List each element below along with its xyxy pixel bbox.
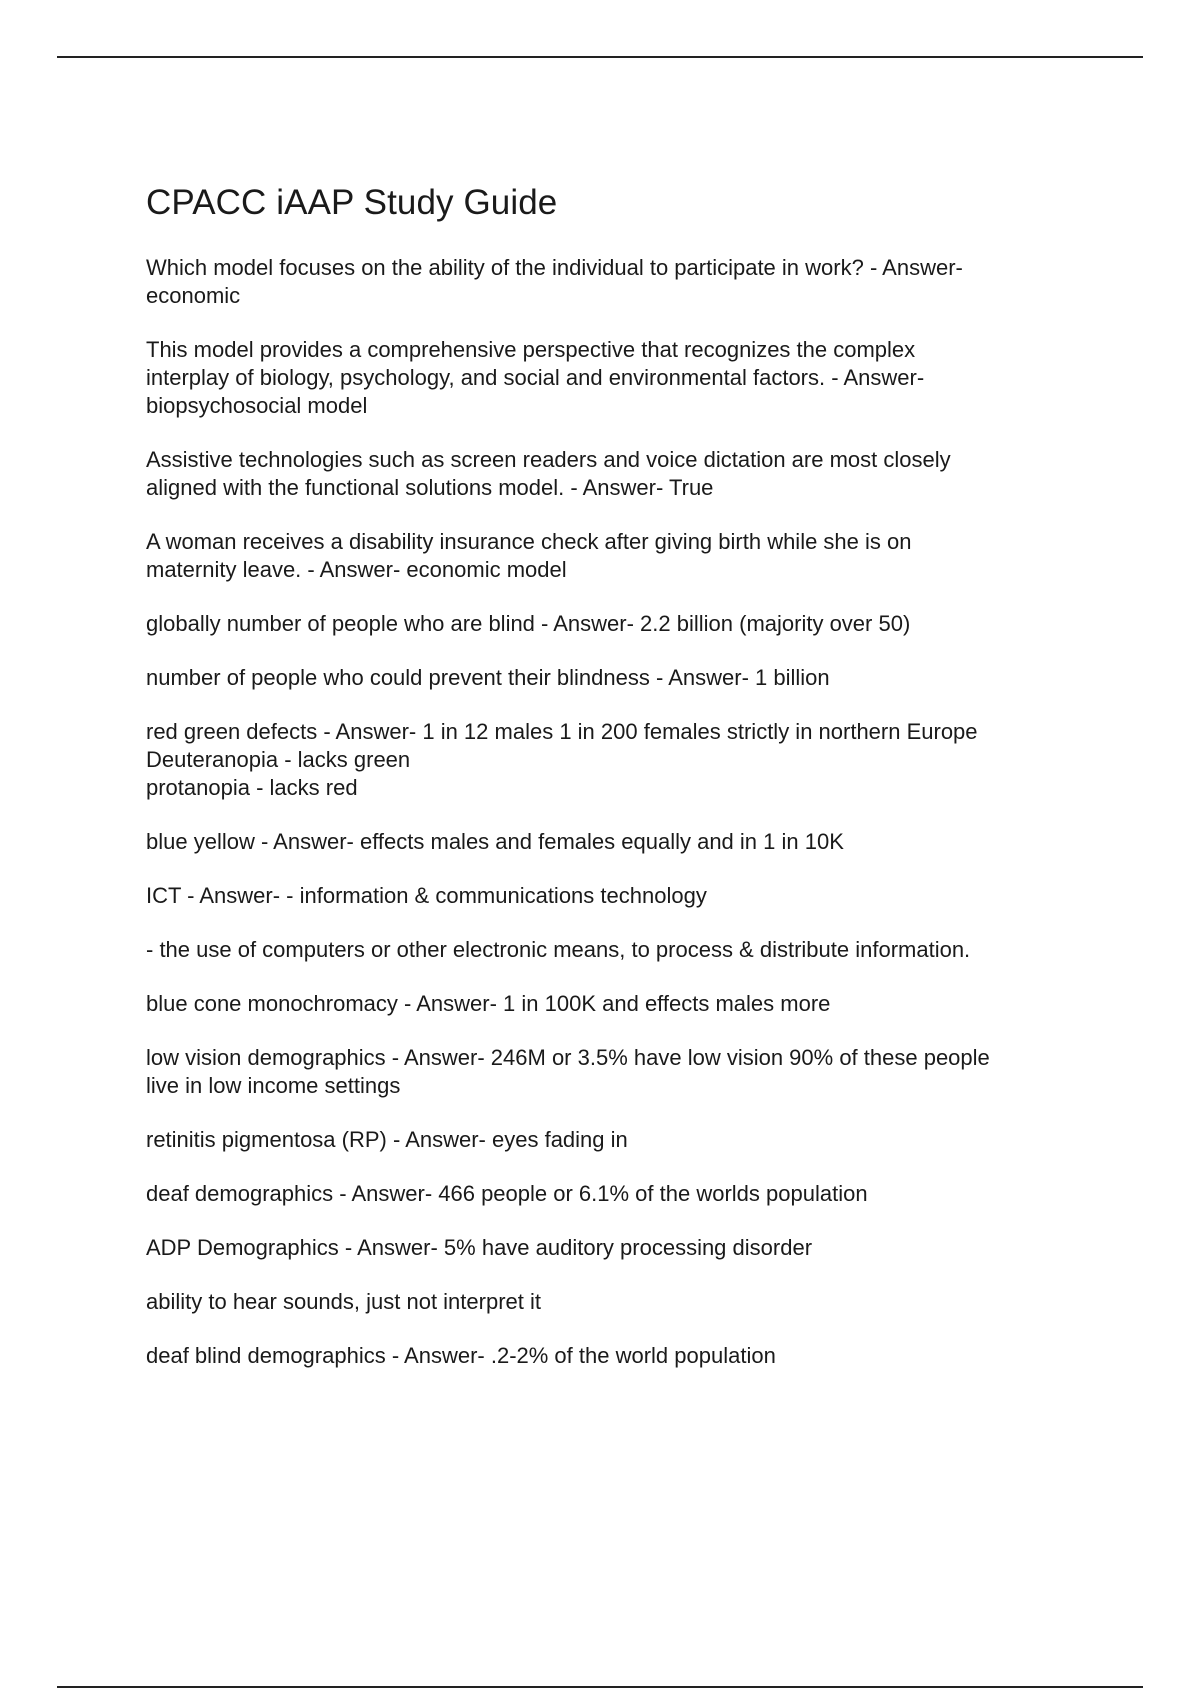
- study-entry: blue yellow - Answer- effects males and females equally and in 1 in 10K: [146, 829, 844, 854]
- study-entry: red green defects - Answer- 1 in 12 males 1 in 200 females strictly in northern Europe Deuteranopia - lacks green protanopia - lacks red: [146, 719, 978, 800]
- study-entry: ADP Demographics - Answer- 5% have auditory processing disorder: [146, 1235, 813, 1260]
- study-entry: Assistive technologies such as screen readers and voice dictation are most closely aligned with the functional solutions model. - Answer- True: [146, 447, 951, 500]
- study-entry: ICT - Answer- - information & communications technology: [146, 883, 707, 908]
- study-entry: ability to hear sounds, just not interpret it: [146, 1289, 541, 1314]
- study-entry: deaf demographics - Answer- 466 people or 6.1% of the worlds population: [146, 1181, 868, 1206]
- study-entry: deaf blind demographics - Answer- .2-2% of the world population: [146, 1343, 776, 1368]
- study-entry: globally number of people who are blind - Answer- 2.2 billion (majority over 50): [146, 611, 911, 636]
- study-entry: Which model focuses on the ability of the individual to participate in work? - Answer- economic: [146, 255, 963, 308]
- document-body: [146, 182, 1106, 1396]
- study-entry: number of people who could prevent their blindness - Answer- 1 billion: [146, 665, 830, 690]
- bottom-divider: [57, 1686, 1143, 1688]
- document-title: CPACC iAAP Study Guide: [146, 183, 558, 222]
- study-entry: blue cone monochromacy - Answer- 1 in 100K and effects males more: [146, 991, 831, 1016]
- study-entry: retinitis pigmentosa (RP) - Answer- eyes fading in: [146, 1127, 628, 1152]
- study-entry: - the use of computers or other electronic means, to process & distribute information.: [146, 937, 971, 962]
- study-entry: A woman receives a disability insurance check after giving birth while she is on maternity leave. - Answer- economic model: [146, 529, 912, 582]
- study-entry: This model provides a comprehensive perspective that recognizes the complex interplay of biology, psychology, and social and environmental factors. - Answer- biopsychosocial model: [146, 337, 925, 418]
- study-entry: low vision demographics - Answer- 246M or 3.5% have low vision 90% of these people live in low income settings: [146, 1045, 990, 1098]
- top-divider: [57, 56, 1143, 58]
